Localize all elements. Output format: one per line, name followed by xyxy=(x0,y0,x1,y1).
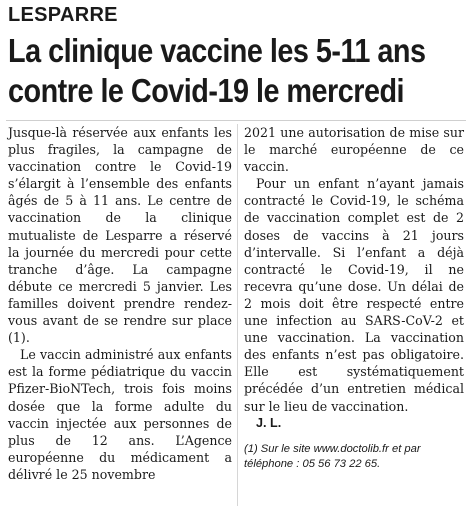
column-divider xyxy=(237,124,238,506)
article-footnote: (1) Sur le site www.doctolib.fr et par téléphone : 05 56 73 22 65. xyxy=(244,442,421,470)
body-paragraph-2-continued: 2021 une autorisation de mise sur le marché européenne de ce vaccin. xyxy=(244,125,464,175)
article-kicker: LESPARRE xyxy=(8,4,118,26)
headline-line-2: contre le Covid-19 le mercredi xyxy=(8,73,405,110)
body-paragraph-2: Le vaccin administré aux enfants est la forme pédiatrique du vaccin Pfizer-BioNTech, trois fois moins dosée que la forme adulte du vaccin injectée aux personnes de plus de 12 ans. L’Agence européenne du médicament a délivré le 25 novembre xyxy=(8,347,232,482)
article-column-right xyxy=(244,124,464,472)
headline-divider xyxy=(6,120,466,121)
article-headline xyxy=(8,32,426,112)
author-signature: J. L. xyxy=(256,415,282,430)
headline-line-1: La clinique vaccine les 5-11 ans xyxy=(8,33,426,70)
body-paragraph-3: Pour un enfant n’ayant jamais contracté le Covid-19, le schéma de vaccination complet est de 2 doses de vaccins à 21 jours d’intervalle. Si l’enfant a déjà contracté le Covid-19, il ne recevra qu’une dose. Un délai de 2 mois doit être respecté entre une infection au SARS-CoV-2 et une vaccination. La vaccination des enfants n’est pas obligatoire. Elle est systématiquement précédée d’un entretien médical sur le lieu de vaccination. xyxy=(244,176,464,414)
body-paragraph-1: Jusque-là réservée aux enfants les plus fragiles, la campagne de vaccination contre le Covid-19 s’élargit à l’ensemble des enfants âgés de 5 à 11 ans. Le centre de vaccination de la clinique mutualiste de Lesparre a réservé la journée du mercredi pour cette tranche d’âge. La campagne débute ce mercredi 5 janvier. Les familles doivent prendre rendez-vous avant de se rendre sur place (1). xyxy=(8,125,232,346)
article-column-left xyxy=(8,124,232,483)
